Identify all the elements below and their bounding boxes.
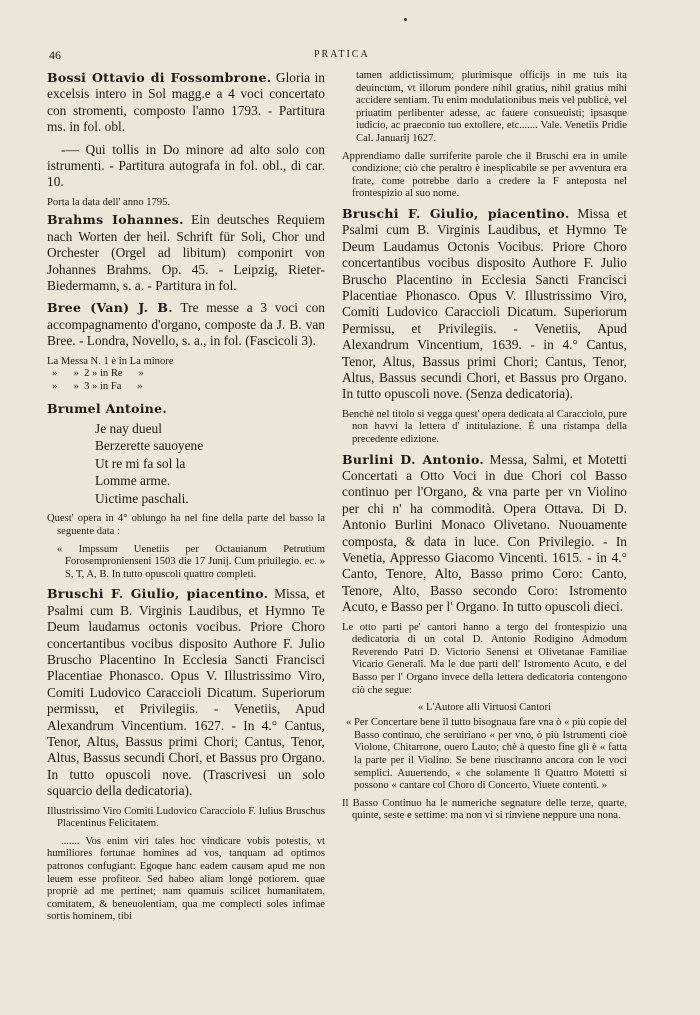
quote-bruschi-continued: tamen addictissimum; plurimisque officijs in me tuis ita deuinctum, vt illorum pondere nihil gratius, nihil gratius mihi accidere sentiam. Tu enim modulationibus meis vel publicè, vel priuatim perlibenter adesse, ac fauere consueuisti; ipsasque iudicio, ac praeconio tuo extollere, etc....... Vale. Venetiis Pridie Cal. Januarij 1627. xyxy=(356,70,627,144)
entry-text: Gloria in excelsis intero in Sol magg.e a 4 voci concertato con stromenti, composto l'anno 1793. - Partitura ms. in fol. obl. xyxy=(47,70,325,135)
list-item: Lomme arme. xyxy=(95,473,171,489)
right-column xyxy=(342,70,627,828)
note-brumel: Quest' opera in 4° oblungo ha nel fine della parte del basso la seguente data : xyxy=(47,513,325,537)
note-burlini-dedication: Le otto parti pe' cantori hanno a tergo del frontespizio una dedicatoria di un cotal D. Antonio Rodigino Admodum Reverendo Patri D. Victorio Senensi et Olivetanae Familiae Vicario Generali. Ma le due parti dell' Istromento Acuto, e del Basso per l' Organo invece della lettera dedicatoria contengono ciò che segue: xyxy=(342,621,627,696)
left-column xyxy=(47,70,325,929)
entry-brahms xyxy=(47,212,325,294)
list-item: Berzerette sauoyene xyxy=(95,438,204,454)
quote-burlini: « Per Concertare bene il tutto bisognaua fare vna ò « più copie del Basso continuo, che seruiriano « per vno, ò più Istrumenti cioè Violone, Chitarrone, ouero Lauto; chè à questo fine gli è « fatta la parte per il Violino. Se bene riusciranno ancora con le voci semplici. Auuertendo, « che solamente li Quattro Motetti si possono « cantare col Choro di Concerto. Viuete contenti. » xyxy=(346,717,627,792)
entry-bossi xyxy=(47,70,325,136)
entry-brumel xyxy=(47,401,325,417)
list-item: Ut re mi fa sol la xyxy=(95,455,186,471)
list-item: La Messa N. 1 è in La minore xyxy=(47,355,174,367)
entry-bruschi-1639 xyxy=(342,206,627,403)
list-item: Uictime paschali. xyxy=(95,490,189,506)
entry-text: Missa, et Psalmi cum B. Virginis Laudibus, et Hymno Te Deum laudamus octonis vocibus. Priore Choro concertantibus vocibus disposito Authore F. Julio Bruscho Placentino In Ecclesia Sancti Francisci Placentiae Phonasco. Opus V. Illustrissimo Viro, Comiti Ludovico Caraccioli Dicatum. Superiorum permissu, et Privilegiis. - Venetiis, Apud Alexandrum Vincentium. 1627. - In 4.° Cantus, Tenor, Altus, Bassus primi Chori; Cantus, Tenor, Altus, Bassus secundi Chori, et Bassus pro Organo. In tutto opuscoli nove. (Trascrivesi un solo squarcio della dedicatoria). xyxy=(47,586,325,799)
entry-text: Missa et Psalmi cum B. Virginis Laudibus, et Hymno Te Deum Laudamus Octonis Vocibus. Priore Choro concertantibus vocibus disposito Authore F. Julio Bruscho Placentino in Ecclesia Sancti Francisci Placentiae Phonasco. Opus V. Illustrissimo Viro, Comiti Ludovico Caraccioli Dicatum. Superiorum Permissu, et Privilegiis. - Venetiis, Apud Alexandrum Vincentium, 1639. - in 4.° Cantus, Tenor, Altus, Bassus primi Chori; Cantus, Tenor, Altus, Bassus secundi Chori, et Bassus pro Organo. In tutto opuscoli nove. (Senza dedicatoria). xyxy=(342,205,627,402)
speck-mark xyxy=(404,18,407,21)
quote-brumel: « Impssum Uenetiis per Octauianum Petrutium Forosempronienseni 1503 die 17 Junij. Cum priuilegio. ec. » S, T, A, B. In tutto opuscoli quattro completi. xyxy=(57,543,325,580)
entry-bruschi-1627 xyxy=(47,586,325,799)
entry-text: Tre messe a 3 voci con accompagnamento d'organo, composte da J. B. van Bree. - Londra, Novello, s. a., in fol. (Fascicoli 3). xyxy=(47,300,325,349)
entry-burlini xyxy=(342,452,627,616)
note-bruschi-condition: Apprendiamo dalle surriferite parole che il Bruschi era in umile condizione; ciò che peraltro è inesplicabile se per avventura era frate, come potrebbe darlo a credere la F anteposta nel frontespizio al suo nome. xyxy=(342,150,627,200)
page-number: 46 xyxy=(49,48,61,62)
note-bossi: Porta la data dell' anno 1795. xyxy=(47,196,171,208)
entry-text: Ein deutsches Requiem nach Worten der heil. Schrift für Soli, Chor und Orchester (Orgel ad libitum) componirt von Johannes Brahms. Op. 45. - Leipzig, Rieter-Biedermamn, s. a. - Partitura in fol. xyxy=(47,212,325,294)
running-title: PRATICA xyxy=(314,49,370,60)
entry-heading: Bree (Van) J. B. xyxy=(47,300,173,316)
list-item: » » 3 » in Fa » xyxy=(47,380,143,392)
quote-bruschi: ....... Vos enim viri tales hoc vindicare vobis potestis, vt humiliores fortunae homines ad vos, tanquam ad optimos patronos confugiant: Egoque hanc eadem causam apud me non leuem esse profiteor. Sed habeo aliam longè potiorem. quae propriè ad me pertinet; nam quamuis scilicet humanitatem, comitatem, & beneuolentiam, qua me complecti soles infimae sortis hominem, tibi xyxy=(47,835,325,923)
entry-text: Messa, Salmi, et Motetti Concertati a Otto Voci in due Chori col Basso continuo per l'Organo, & vna parte per vn Violino per chi n' ha commodità. Opera Ottava. Di D. Antonio Burlini Monaco Olivetano. Nuouamente composta, & data in luce. Con Privilegio. - In Venetia, Appresso Giacomo Vincenti. 1615. - in 4.° Canto, Tenore, Alto, Basso primo Coro: Canto, Tenore, Alto, Basso secondo Coro: Istromento Acuto, e Basso per l' Organo. In tutto opuscoli dieci. xyxy=(342,451,627,615)
list-item: » » 2 » in Re » xyxy=(47,368,144,380)
brumel-pieces xyxy=(95,420,325,508)
entry-bossi-qui-tollis: -— Qui tollis in Do minore ad alto solo con istrumenti. - Partitura autografa in fol. obl., di car. 10. xyxy=(47,141,325,190)
note-basso-continuo: Il Basso Continuo ha le numeriche segnature delle terze, quarte, quinte, seste e settime: ma non vi si rinviene neppure una nona. xyxy=(342,797,627,822)
entry-heading: Brumel Antoine. xyxy=(47,401,168,417)
note-bruschi-reprint: Benchè nel titolo si vegga quest' opera dedicata al Caracciolo, pure non havvi la lettera d' intitulazione. È una ristampa della precedente edizione. xyxy=(342,408,627,445)
entry-bree xyxy=(47,300,325,349)
entry-heading: Bruschi F. Giulio, piacentino. xyxy=(342,205,570,221)
entry-heading: Bruschi F. Giulio, piacentino. xyxy=(47,586,269,602)
quote-title: « L'Autore alli Virtuosi Cantori xyxy=(418,702,551,714)
entry-heading: Brahms Iohannes. xyxy=(47,212,184,228)
entry-heading: Bossi Ottavio di Fossombrone. xyxy=(47,70,272,85)
entry-heading: Burlini D. Antonio. xyxy=(342,451,485,467)
bree-mass-list xyxy=(47,356,325,394)
list-item: Je nay dueul xyxy=(95,420,162,436)
note-bruschi-dedication: Illustrissimo Viro Comiti Ludovico Caracciolo F. Iulius Bruschus Placentinus Felicitatem. xyxy=(47,805,325,830)
